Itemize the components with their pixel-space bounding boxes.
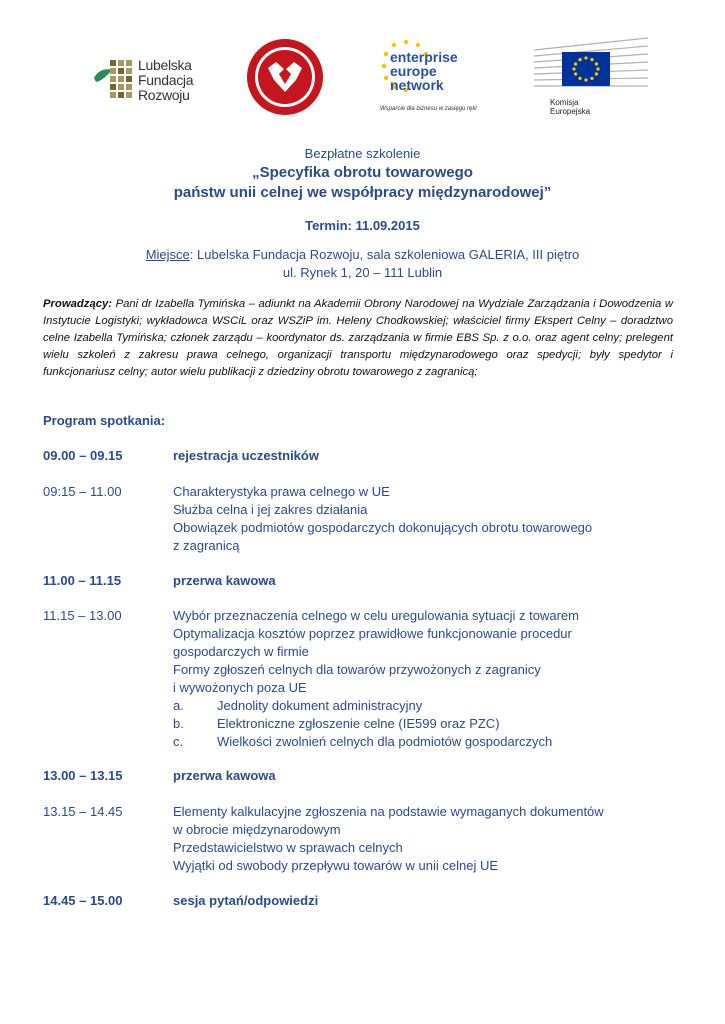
een-line-3: network bbox=[390, 77, 444, 93]
training-place: Miejsce: Lubelska Fundacja Rozwoju, sala szkoleniowa GALERIA, III piętro ul. Rynek 1, 20 – 111 Lublin bbox=[0, 246, 725, 282]
european-commission-logo bbox=[532, 36, 648, 120]
university-seal-logo bbox=[246, 38, 324, 116]
lfr-name: Lubelska Fundacja Rozwoju bbox=[138, 57, 194, 103]
subtitle: Bezpłatne szkolenie bbox=[304, 146, 421, 161]
sublist-item: a. Jednolity dokument administracyjny bbox=[173, 698, 423, 713]
lfr-grid-mark bbox=[110, 60, 132, 106]
een-line-2: europe bbox=[390, 63, 437, 79]
een-line-1: enterprise bbox=[390, 49, 458, 65]
page-title: „Specyfika obrotu towarowego państw unii celnej we współpracy międzynarodowej” bbox=[173, 164, 552, 201]
ec-building-icon bbox=[532, 36, 648, 96]
address: ul. Rynek 1, 20 – 111 Lublin bbox=[282, 265, 443, 280]
logo-bar bbox=[0, 32, 725, 122]
sublist-item: c. Wielkości zwolnień celnych dla podmiotów gospodarczych bbox=[173, 734, 553, 749]
program-heading: Program spotkania: bbox=[43, 413, 166, 428]
een-logo bbox=[376, 36, 496, 120]
trainer-description: Prowadzący: Pani dr Izabella Tymińska – adiunkt na Akademii Obrony Narodowej na Wydziale Zarządzania i Dowodzenia w Instytucie Logistyki; wykładowca WSCiL oraz WSZiP im. Heleny Chodkowskiej; właściciel firmy Ekspert Celny – doradztwo celne Izabella Tymińska; członek zarządu – koordynator ds. zarządzania w firmie EBS Sp. z o.o. oraz agent celny; prelegent wielu szkoleń z zakresu prawa celnego, organizacji transportu międzynarodowego oraz spedycji; były spedytor i funkcjonariusz celny; autor wielu publikacji z dziedziny obrotu towarowego z zagranicą; bbox=[43, 298, 673, 378]
ec-label: Komisja Europejska bbox=[550, 98, 591, 116]
een-tagline: Wsparcie dla biznesu w zasięgu ręki bbox=[380, 106, 477, 112]
training-date: Termin: 11.09.2015 bbox=[305, 218, 420, 233]
sublist-item: b. Elektroniczne zgłoszenie celne (IE599 oraz PZC) bbox=[173, 716, 500, 731]
place-label: Miejsce bbox=[145, 247, 190, 262]
lfr-logo bbox=[92, 56, 202, 116]
